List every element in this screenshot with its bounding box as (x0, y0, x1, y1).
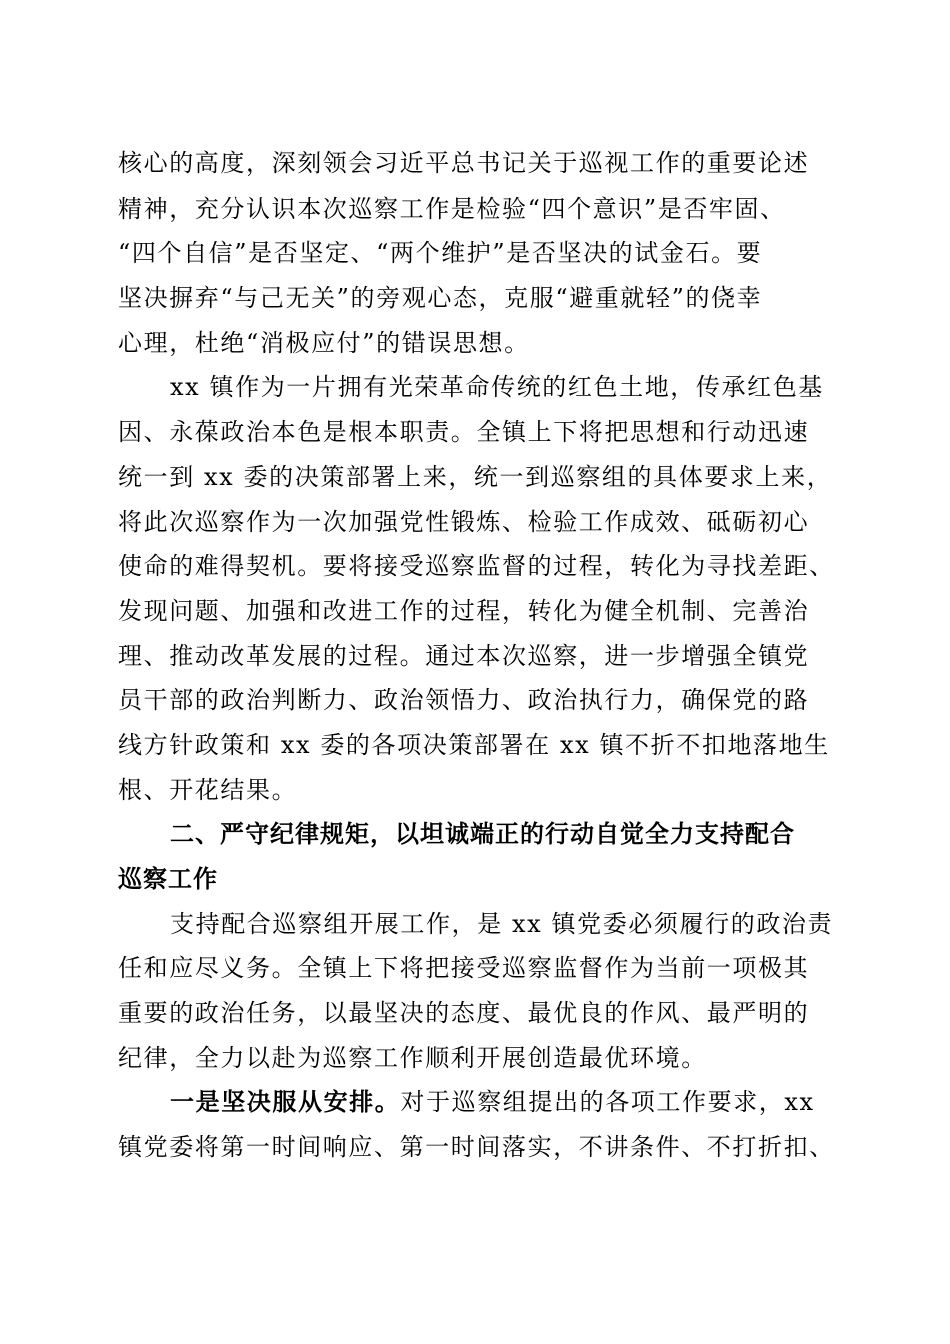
paragraph-line: 坚决摒弃“与己无关”的旁观心态，克服“避重就轻”的侥幸 (118, 284, 763, 312)
section-heading: 巡察工作 (118, 865, 218, 893)
paragraph-line: 因、永葆政治本色是根本职责。全镇上下将把思想和行动迅速 (118, 418, 810, 446)
paragraph-lead: 一是坚决服从安排。 (170, 1088, 401, 1116)
paragraph-line: 纪律，全力以赴为巡察工作顺利开展创造最优环境。 (118, 1044, 707, 1072)
paragraph-line: 根、开花结果。 (118, 776, 298, 804)
paragraph-line: 心理，杜绝“消极应付”的错误思想。 (118, 329, 530, 357)
paragraph-line (170, 1082, 834, 1122)
paragraph-text: 对于巡察组提出的各项工作要求，xx (400, 1088, 815, 1116)
paragraph-line: 使命的难得契机。要将接受巡察监督的过程，转化为寻找差距、 (118, 552, 835, 580)
section-heading: 二、严守纪律规矩，以坦诚端正的行动自觉全力支持配合 (170, 820, 795, 848)
paragraph-line: 理、推动改革发展的过程。通过本次巡察，进一步增强全镇党 (118, 642, 810, 670)
paragraph-line: 将此次巡察作为一次加强党性锻炼、检验工作成效、砥砺初心 (118, 508, 810, 536)
paragraph-line: 任和应尽义务。全镇上下将把接受巡察监督作为当前一项极其 (118, 954, 810, 982)
paragraph-line: 核心的高度，深刻领会习近平总书记关于巡视工作的重要论述 (118, 149, 810, 177)
paragraph-line: 线方针政策和 xx 委的各项决策部署在 xx 镇不折不扣地落地生 (118, 731, 830, 759)
paragraph-line: “四个自信”是否坚定、“两个维护”是否坚决的试金石。要 (118, 239, 763, 267)
paragraph-line: 统一到 xx 委的决策部署上来，统一到巡察组的具体要求上来， (118, 463, 833, 491)
paragraph-line: 精神，充分认识本次巡察工作是检验“四个意识”是否牢固、 (118, 195, 786, 223)
paragraph-line: 镇党委将第一时间响应、第一时间落实，不讲条件、不打折扣、 (118, 1133, 835, 1161)
paragraph-line: 重要的政治任务，以最坚决的态度、最优良的作风、最严明的 (118, 999, 810, 1027)
paragraph-line: 员干部的政治判断力、政治领悟力、政治执行力，确保党的路 (118, 686, 810, 714)
paragraph-line: xx 镇作为一片拥有光荣革命传统的红色土地，传承红色基 (170, 373, 824, 401)
paragraph-line: 发现问题、加强和改进工作的过程，转化为健全机制、完善治 (118, 597, 810, 625)
paragraph-line: 支持配合巡察组开展工作，是 xx 镇党委必须履行的政治责 (170, 910, 834, 938)
